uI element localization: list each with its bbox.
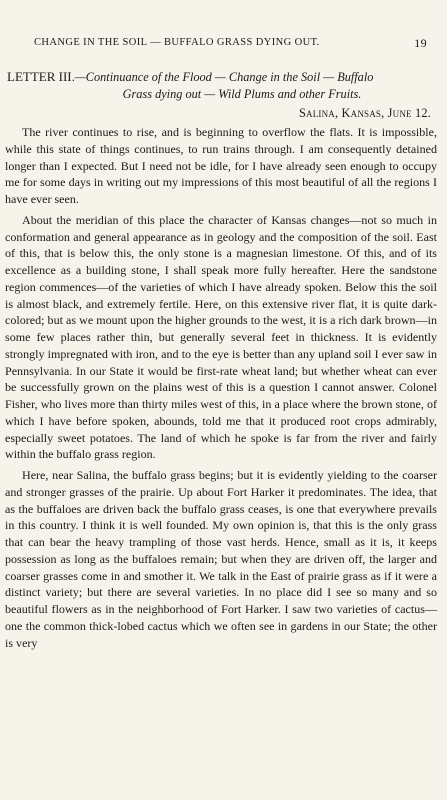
page-number: 19 — [414, 36, 427, 50]
letter-subtitle-line1: —Continuance of the Flood — Change in the Soil — Buffalo — [74, 70, 374, 84]
running-head-title: CHANGE IN THE SOIL — BUFFALO GRASS DYING OUT. — [34, 37, 320, 48]
running-head — [34, 37, 427, 48]
body-text — [5, 124, 437, 655]
paragraph: The river continues to rise, and is beginning to overflow the flats. It is impossible, while this state of things continues, to run trains through. I am consequently detained longer than I expected. But I need not be idle, for I have already seen enough to occupy me for some days in writing out my impressions of this most beautiful of all the regions I have ever seen. — [5, 125, 437, 206]
paragraph: Here, near Salina, the buffalo grass begins; but it is evidently yielding to the coarser and stronger grasses of the prairie. Up about Fort Harker it predominates. The idea, that as the buffaloes are driven back the buffalo grass ceases, is one that everywhere prevails in this country. I think it is well founded. My own opinion is, that this is the only grass that can bear the heavy trampling of those vast herds. Hence, small as it is, it keeps possession as long as the buffaloes remain; but when they are driven off, the larger and coarser grasses come in and smother it. We talk in the East of prairie grass as if it were a distinct variety; but there are several varieties. In no place did I see so many and so beautiful flowers as in the neighborhood of Fort Harker. I saw two varieties of cactus—one the common thick-lobed cactus which we often see in gardens in our State; the other is very — [5, 468, 437, 650]
letter-subtitle-line2: Grass dying out — Wild Plums and other Fruits. — [122, 87, 362, 101]
paragraph: About the meridian of this place the character of Kansas changes—not so much in conformation and general appearance as in geology and the composition of the soil. East of this, that is below this, the only stone is a magnesian limestone. Of this, and of its excellence as a building stone, I shall speak more fully hereafter. Here the sandstone region commences—of the varieties of which I have already spoken. Below this the soil is almost black, and extremely fertile. Here, on this extensive river flat, it is quite dark-colored; but as we mount upon the higher grounds to the west, it is a rich dark brown—in some few places rather thin, but generally several feet in thickness. It is evidently strongly impregnated with iron, and to the eye is better than any upland soil I ever saw in Pennsylvania. In our State it would be first-rate wheat land; but whether wheat can ever be successfully grown on the plains west of this is a question I cannot answer. Colonel Fisher, who lives more than thirty miles west of this, in a place where the brown stone, of which I have before spoken, abounds, told me that it produced root crops admirably, especially sweet potatoes. The land of which he spoke is far from the river and fairly within the buffalo grass region. — [5, 212, 437, 462]
letter-heading — [7, 68, 437, 103]
dateline: Salina, Kansas, June 12. — [298, 106, 431, 120]
letter-number: LETTER III. — [7, 69, 75, 84]
